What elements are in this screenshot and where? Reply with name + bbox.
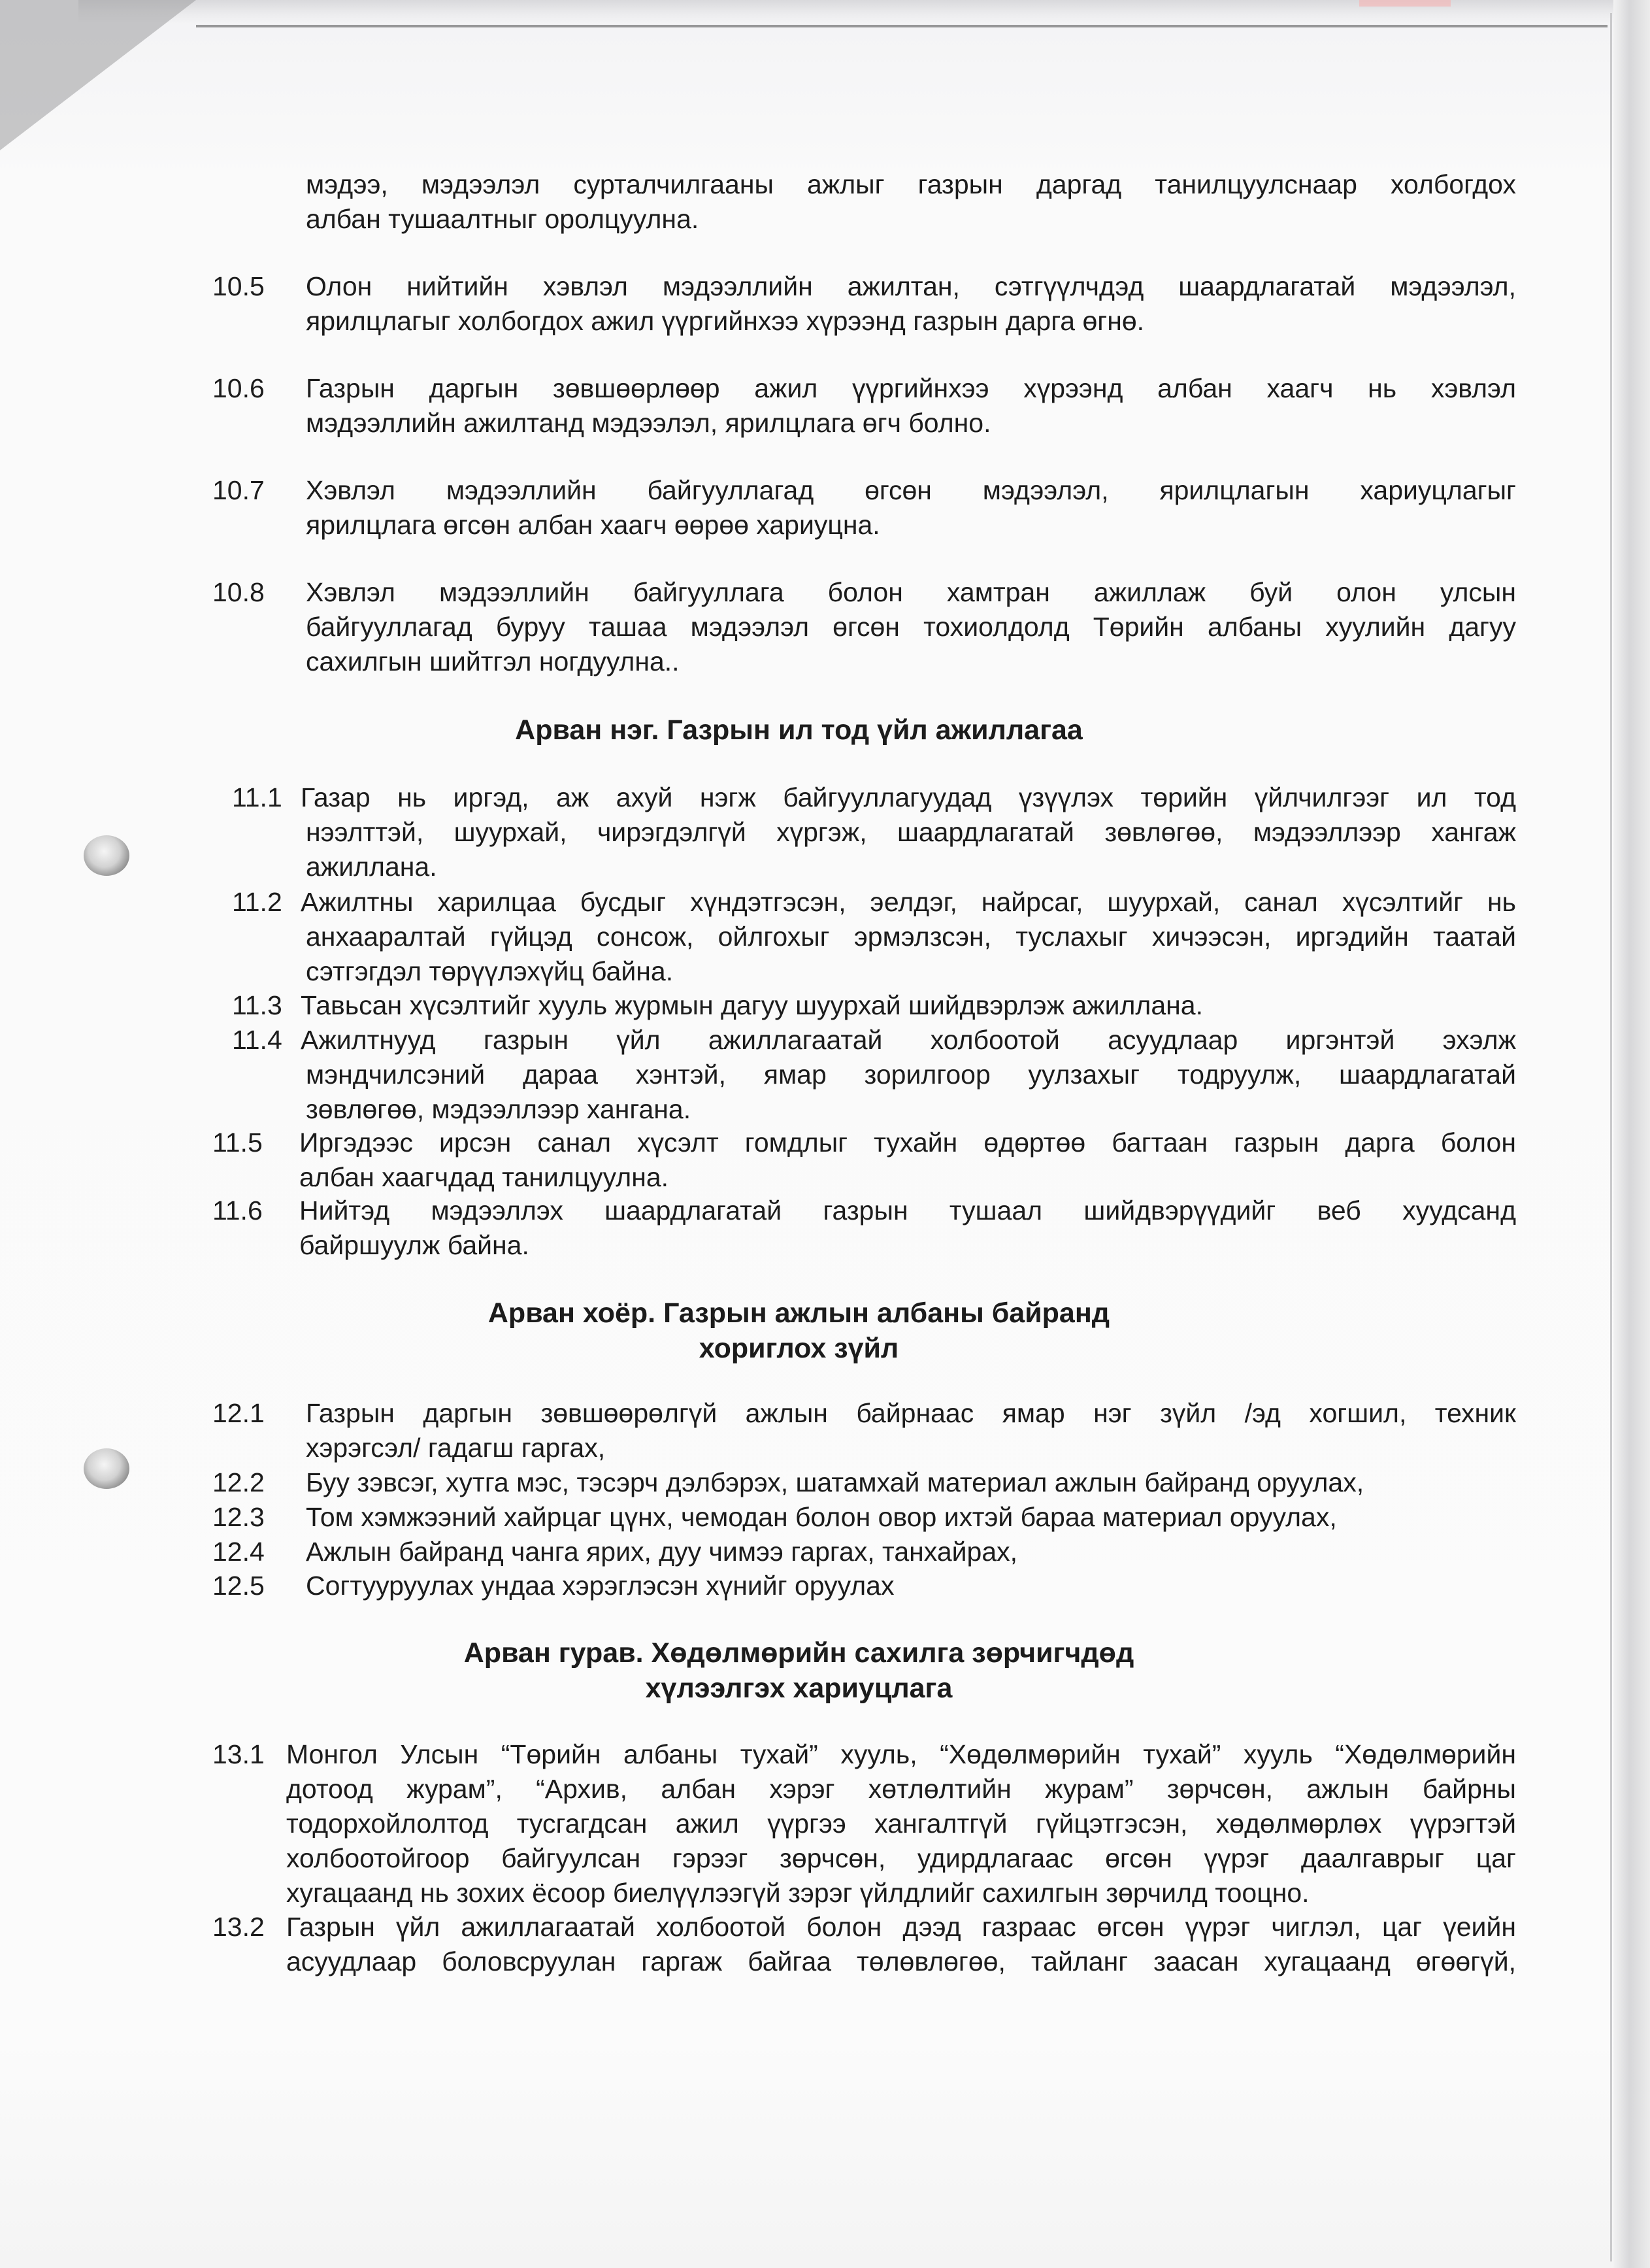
item-number: 13.2 [212, 1912, 265, 1942]
text-line: Газрын даргын зөвшөөрлөөр ажил үүргийнхээ хүрээнд албан хаагч нь хэвлэл [306, 373, 1516, 403]
punch-hole-bottom [84, 1448, 129, 1489]
item-text [301, 885, 1516, 989]
text-line: Хэвлэл мэдээллийн байгууллагад өгсөн мэдээлэл, ярилцлагын хариуцлагыг [306, 475, 1516, 505]
heading-line: Арван гурав. Хөдөлмөрийн сахилга зөрчигчдөд [463, 1637, 1134, 1669]
item-number: 11.5 [212, 1127, 263, 1158]
text-line: ярилцлага өгсөн албан хаагч өөрөө хариуцна. [306, 510, 880, 540]
item-number: 11.1 [232, 782, 282, 812]
item-number: 11.6 [212, 1195, 263, 1226]
text-line: холбоотойгоор байгуулсан гэрээг зөрчсөн, удирдлагаас өгсөн үүрэг даалгаврыг цаг [286, 1843, 1516, 1873]
text-line: Монгол Улсын “Төрийн албаны тухай” хууль, “Хөдөлмөрийн тухай” хууль “Хөдөлмөрийн [286, 1739, 1516, 1769]
text-line: асуудлаар боловсруулан гаргаж байгаа төлөвлөгөө, тайланг заасан хугацаанд өгөөгүй, [286, 1946, 1516, 1976]
corner-fold [0, 0, 196, 150]
item-text [299, 1193, 1516, 1263]
item-text [301, 780, 1516, 884]
punch-hole-top [84, 835, 129, 876]
text-line: Газар нь иргэд, аж ахуй нэгж байгууллагуудад үзүүлэх төрийн үйлчилгээг ил тод [301, 782, 1516, 812]
text-line: албан тушаалтныг оролцуулна. [306, 204, 699, 234]
heading-line: хүлээлгэх хариуцлага [645, 1673, 953, 1704]
text-line: Олон нийтийн хэвлэл мэдээллийн ажилтан, сэтгүүлчдэд шаардлагатай мэдээлэл, [306, 271, 1516, 301]
item-number: 10.7 [212, 475, 265, 505]
item-text [306, 1500, 1516, 1535]
item-text [306, 473, 1516, 542]
text-line: Газрын даргын зөвшөөрөлгүй ажлын байрнаас ямар нэг зүйл /эд хогшил, техник [306, 1398, 1516, 1428]
section-heading-12 [0, 1295, 1624, 1366]
item-number: 12.5 [212, 1571, 265, 1601]
item-text [306, 1569, 1516, 1603]
section-heading-13 [0, 1635, 1624, 1706]
item-number: 12.4 [212, 1537, 265, 1567]
item-text [286, 1737, 1516, 1910]
text-line: Том хэмжээний хайрцаг цүнх, чемодан болон овор ихтэй бараа материал оруулах, [306, 1502, 1337, 1532]
heading-line: хориглох зүйл [699, 1333, 899, 1364]
text-line: Газрын үйл ажиллагаатай холбоотой болон дээд газраас өгсөн үүрэг чиглэл, цаг үеийн [286, 1912, 1516, 1942]
text-line: мэдээ, мэдээлэл сурталчилгааны ажлыг газрын даргад танилцуулснаар холбогдох [306, 169, 1516, 199]
item-text [301, 988, 1516, 1023]
item-number: 11.2 [232, 887, 282, 917]
text-line: албан хаагчдад танилцуулна. [299, 1162, 669, 1192]
scan-right-line [1610, 13, 1612, 2261]
text-line: ажиллана. [306, 852, 437, 882]
item-text [306, 1396, 1516, 1465]
text-line: мэдээллийн ажилтанд мэдээлэл, ярилцлага өгч болно. [306, 408, 991, 438]
intro-paragraph [306, 167, 1516, 237]
text-line: сахилгын шийтгэл ногдуулна.. [306, 646, 680, 676]
item-number: 12.1 [212, 1398, 265, 1428]
item-number: 13.1 [212, 1739, 265, 1769]
text-line: Иргэдээс ирсэн санал хүсэлт гомдлыг тухайн өдөртөө багтаан газрын дарга болон [299, 1127, 1516, 1158]
item-number: 12.3 [212, 1502, 265, 1532]
text-line: дотоод журам”, “Архив, албан хэрэг хөтлөлтийн журам” зөрчсөн, ажлын байрны [286, 1774, 1516, 1804]
text-line: хэрэгсэл/ гадагш гаргах, [306, 1433, 606, 1463]
text-line: анхааралтай гүйцэд сонсож, ойлгохыг эрмэлзсэн, туслахыг хичээсэн, иргэдийн таатай [306, 922, 1516, 952]
text-line: байршуулж байна. [299, 1230, 529, 1260]
item-number: 12.2 [212, 1467, 265, 1497]
text-line: Ажлын байранд чанга ярих, дуу чимээ гаргах, танхайрах, [306, 1537, 1018, 1567]
text-line: Буу зэвсэг, хутга мэс, тэсэрч дэлбэрэх, шатамхай материал ажлын байранд оруулах, [306, 1467, 1364, 1497]
item-number: 10.5 [212, 271, 265, 301]
text-line: Тавьсан хүсэлтийг хууль журмын дагуу шуурхай шийдвэрлэж ажиллана. [301, 990, 1203, 1020]
text-line: Хэвлэл мэдээллийн байгууллага болон хамтран ажиллаж буй олон улсын [306, 577, 1516, 607]
section-heading-11 [0, 712, 1624, 748]
text-line: байгууллагад буруу ташаа мэдээлэл өгсөн тохиолдолд Төрийн албаны хуулийн дагуу [306, 612, 1516, 642]
text-line: Нийтэд мэдээллэх шаардлагатай газрын тушаал шийдвэрүүдийг веб хуудсанд [299, 1195, 1516, 1226]
item-text [306, 371, 1516, 441]
item-text [286, 1910, 1516, 1979]
item-text [301, 1023, 1516, 1127]
item-text [306, 575, 1516, 679]
text-line: нээлттэй, шуурхай, чирэгдэлгүй хүргэж, шаардлагатай зөвлөгөө, мэдээллээр хангаж [306, 817, 1516, 847]
text-line: тодорхойлолтод тусгагдсан ажил үүргээ хангалтгүй гүйцэтгэсэн, хөдөлмөрлөх үүрэгтэй [286, 1809, 1516, 1839]
item-text [299, 1126, 1516, 1195]
item-number: 10.8 [212, 577, 265, 607]
text-line: мэндчилсэний дараа хэнтэй, ямар зорилгоор уулзахыг тодруулж, шаардлагатай [306, 1059, 1516, 1090]
item-number: 10.6 [212, 373, 265, 403]
text-line: ярилцлагыг холбогдох ажил үүргийнхээ хүрээнд газрын дарга өгнө. [306, 306, 1145, 336]
heading-line: Арван нэг. Газрын ил тод үйл ажиллагаа [515, 714, 1083, 746]
text-line: хугацаанд нь зохих ёсоор биелүүлээгүй зэрэг үйлдлийг сахилгын зөрчилд тооцно. [286, 1878, 1310, 1908]
heading-line: Арван хоёр. Газрын ажлын албаны байранд [487, 1297, 1110, 1329]
text-line: зөвлөгөө, мэдээллээр хангана. [306, 1094, 691, 1124]
text-line: Ажилтны харилцаа бусдыг хүндэтгэсэн, эелдэг, найрсаг, шуурхай, санал хүсэлтийг нь [301, 887, 1516, 917]
scan-top-rule [196, 25, 1608, 27]
item-text [306, 1465, 1516, 1500]
scan-right-edge [1613, 0, 1650, 2268]
item-number: 11.4 [232, 1025, 282, 1055]
item-text [306, 1535, 1516, 1569]
text-line: Согтууруулах ундаа хэрэглэсэн хүнийг оруулах [306, 1571, 895, 1601]
item-text [306, 269, 1516, 339]
red-mark [1359, 0, 1451, 7]
item-number: 11.3 [232, 990, 282, 1020]
text-line: Ажилтнууд газрын үйл ажиллагаатай холбоотой асуудлаар иргэнтэй эхэлж [301, 1025, 1516, 1055]
text-line: сэтгэгдэл төрүүлэхүйц байна. [306, 956, 674, 986]
